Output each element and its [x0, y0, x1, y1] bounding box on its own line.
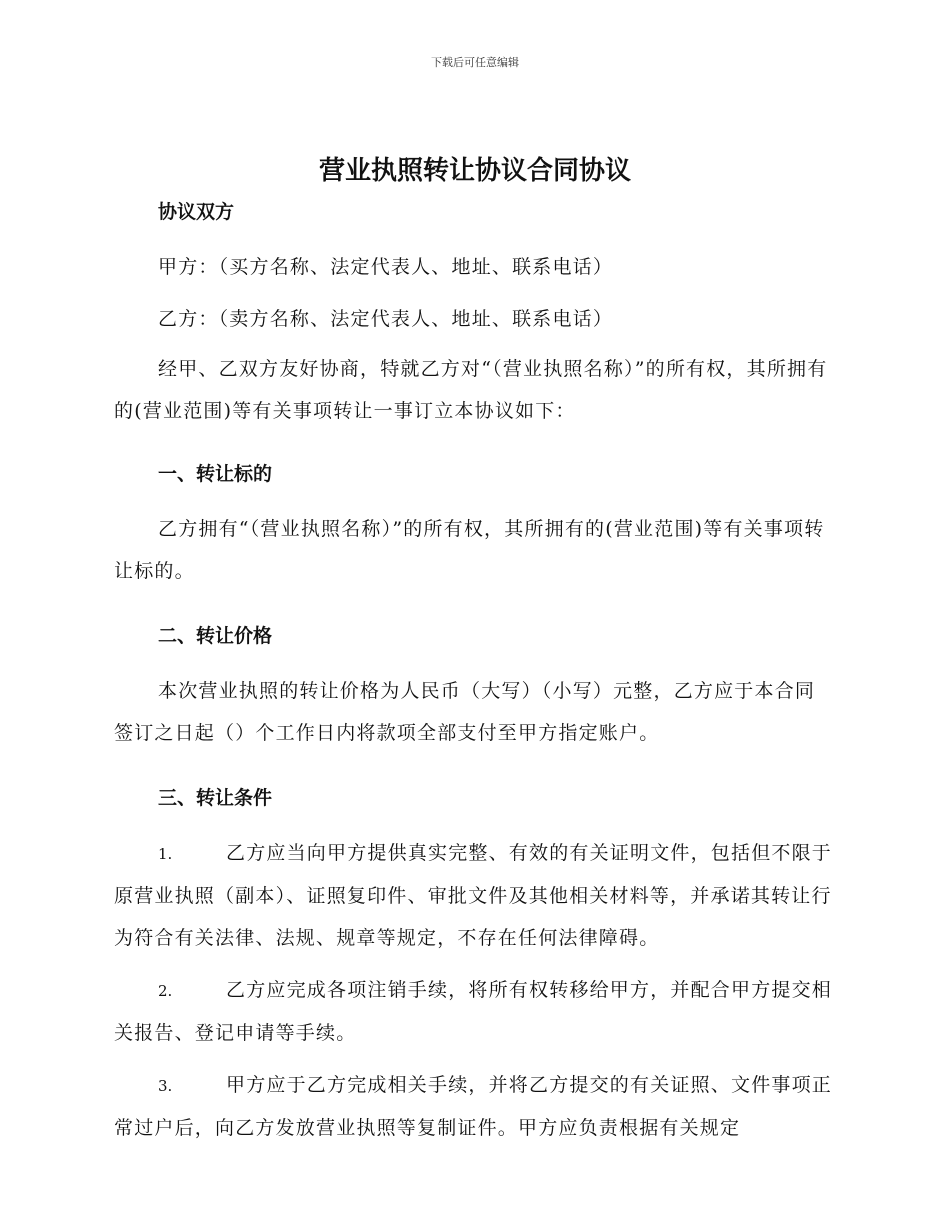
header-note: 下载后可任意编辑 [431, 56, 519, 69]
condition-item-text: 乙方应完成各项注销手续，将所有权转移给甲方，并配合甲方提交相关报告、登记申请等手续。 [114, 979, 833, 1044]
condition-item-3 [114, 1064, 832, 1149]
section-2-heading: 二、转让价格 [158, 625, 273, 647]
document-title: 营业执照转让协议合同协议 [318, 156, 631, 186]
condition-item-2 [114, 969, 832, 1054]
section-3-heading: 三、转让条件 [158, 787, 273, 809]
condition-item-text: 甲方应于乙方完成相关手续，并将乙方提交的有关证照、文件事项正常过户后，向乙方发放营业执照等复制证件。甲方应负责根据有关规定 [114, 1074, 833, 1139]
party-a-line: 甲方：（买方名称、法定代表人、地址、联系电话） [158, 256, 614, 278]
section-1-heading: 一、转让标的 [158, 463, 273, 485]
condition-item-number: 2. [158, 982, 173, 1000]
condition-item-number: 3. [158, 1077, 173, 1095]
party-b-line: 乙方：（卖方名称、法定代表人、地址、联系电话） [158, 308, 614, 330]
intro-paragraph: 经甲、乙双方友好协商，特就乙方对“（营业执照名称）”的所有权，其所拥有的(营业范围)等有关事项转让一事订立本协议如下： [114, 358, 828, 422]
document-body [114, 196, 832, 1149]
section-1-text: 乙方拥有“（营业执照名称）”的所有权，其所拥有的(营业范围)等有关事项转让标的。 [114, 518, 825, 582]
condition-item-number: 1. [158, 845, 173, 863]
condition-item-text: 乙方应当向甲方提供真实完整、有效的有关证明文件，包括但不限于原营业执照（副本）、证照复印件、审批文件及其他相关材料等，并承诺其转让行为符合有关法律、法规、规章等规定，不存在任何法律障碍。 [114, 842, 833, 949]
parties-heading: 协议双方 [158, 201, 235, 223]
condition-item-1 [114, 832, 832, 959]
section-2-text: 本次营业执照的转让价格为人民币（大写）（小写）元整，乙方应于本合同签订之日起（）个工作日内将款项全部支付至甲方指定账户。 [114, 680, 816, 744]
